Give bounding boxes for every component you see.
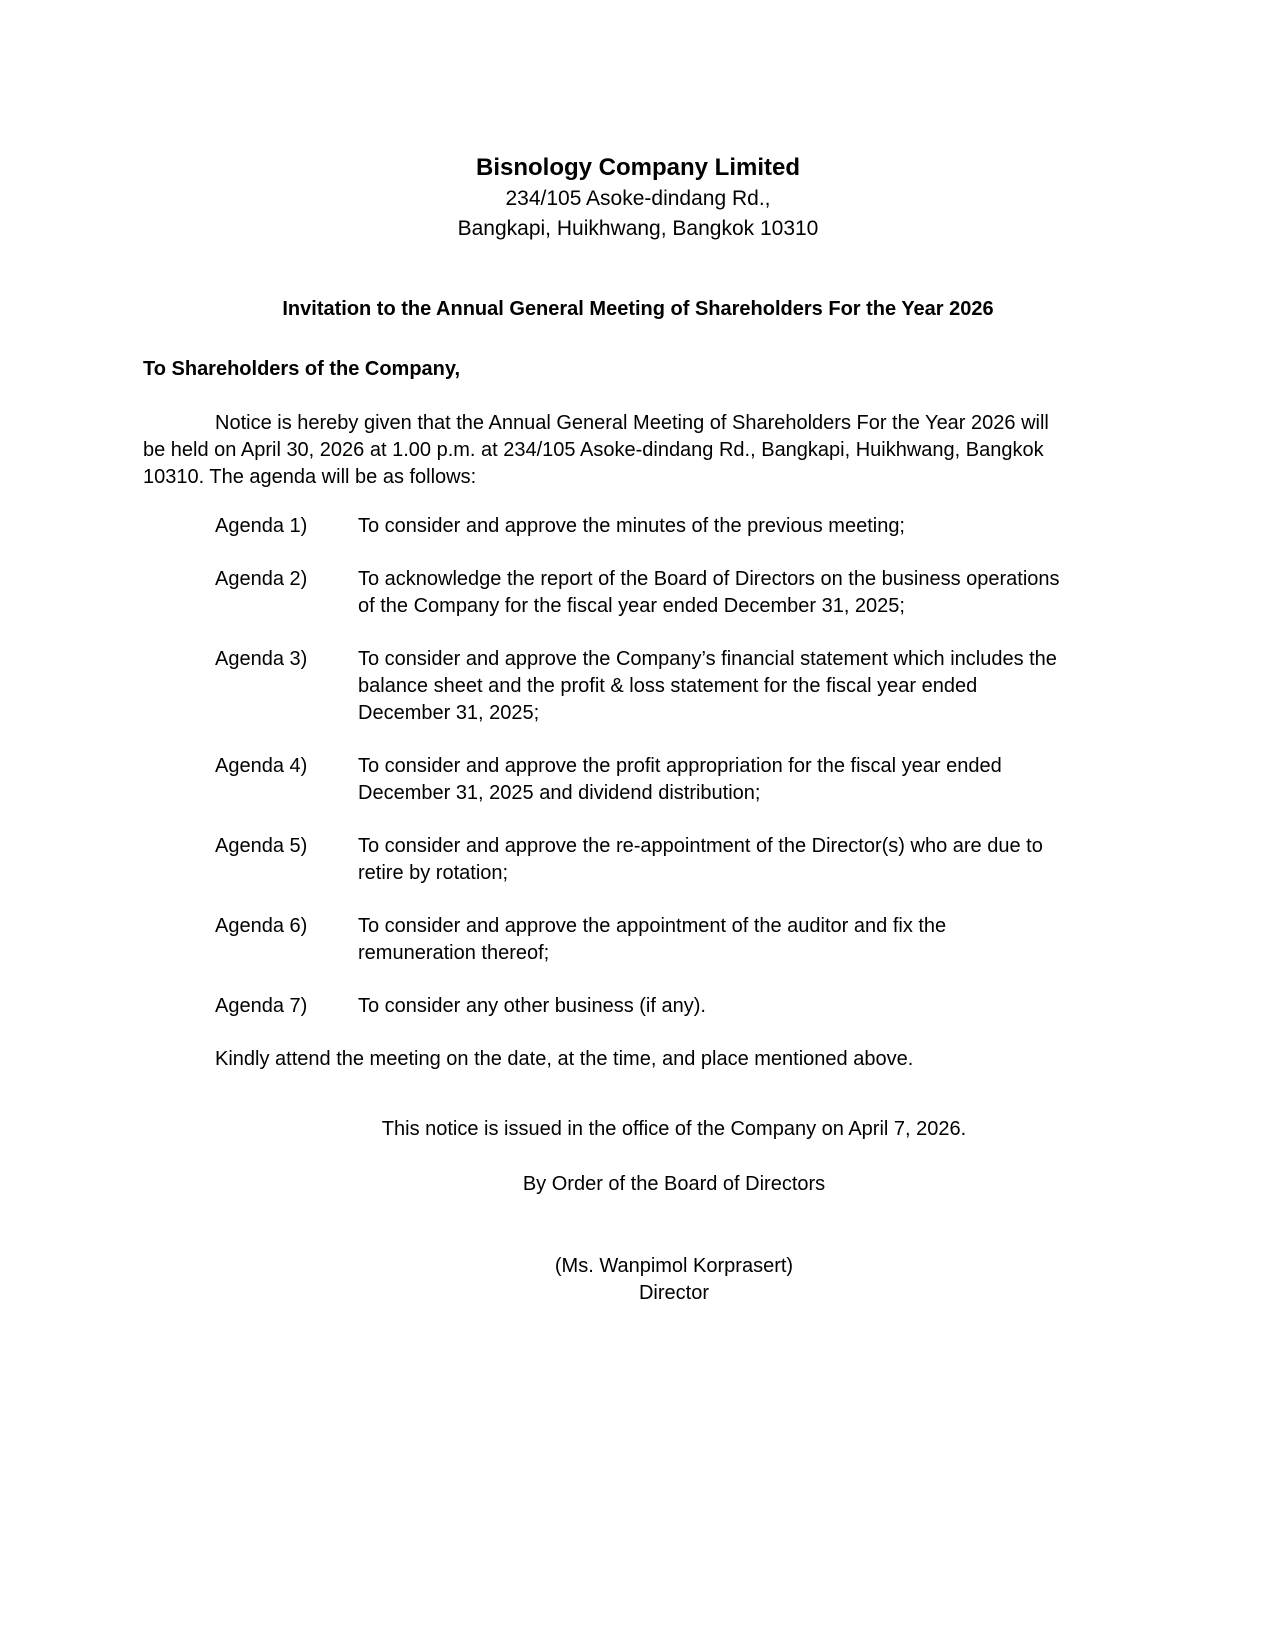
agenda-item-text: To consider and approve the Company’s financial statement which includes the balance sheet and the profit & loss statement for the fiscal year ended December 31, 2025; [358, 648, 1057, 724]
agenda-item [143, 513, 1133, 540]
company-name: Bisnology Company Limited [475, 154, 801, 181]
agenda-item-text: To consider and approve the appointment of the auditor and fix the remuneration thereof; [358, 915, 947, 964]
agenda-item-text: To consider and approve the profit appropriation for the fiscal year ended December 31, 2025 and dividend distribution; [358, 755, 1002, 804]
agenda-item-label: Agenda 7) [215, 995, 308, 1017]
signature-name: (Ms. Wanpimol Korprasert) [554, 1255, 794, 1277]
agenda-item-label: Agenda 5) [215, 835, 308, 857]
agenda-item [143, 753, 1133, 807]
agenda-item-text: To acknowledge the report of the Board of Directors on the business operations of the Company for the fiscal year ended December 31, 2025; [358, 568, 1060, 617]
agenda-item [143, 646, 1133, 727]
agenda-item-text: To consider and approve the minutes of the previous meeting; [358, 515, 905, 537]
agenda-item-text: To consider any other business (if any). [358, 995, 706, 1017]
agenda-item-text: To consider and approve the re-appointment of the Director(s) who are due to retire by rotation; [358, 835, 1043, 884]
agenda-item [143, 913, 1133, 967]
signature-role: Director [638, 1282, 709, 1304]
letterhead [143, 152, 1133, 244]
agenda-item-label: Agenda 6) [215, 915, 308, 937]
salutation: To Shareholders of the Company, [143, 358, 461, 380]
attend-request-line: Kindly attend the meeting on the date, at the time, and place mentioned above. [215, 1048, 914, 1070]
agenda-item [143, 993, 1133, 1020]
signature-block [215, 1253, 1133, 1307]
agenda-item-label: Agenda 4) [215, 755, 308, 777]
company-address-line-1: 234/105 Asoke-dindang Rd., [505, 187, 771, 210]
notice-paragraph: Notice is hereby given that the Annual General Meeting of Shareholders For the Year 2026 will be held on April 30, 2026 at 1.00 p.m. at 234/105 Asoke-dindang Rd., Bangkapi, Huikhwang, Bangkok 10310. The agenda will be as follows: [143, 412, 1049, 488]
agenda-item [143, 566, 1133, 620]
agenda-item-label: Agenda 1) [215, 515, 308, 537]
agenda-list [143, 513, 1133, 1020]
agenda-item-label: Agenda 3) [215, 648, 308, 670]
issue-date-line: This notice is issued in the office of the Company on April 7, 2026. [381, 1118, 967, 1140]
agenda-item [143, 833, 1133, 887]
meeting-invitation-title: Invitation to the Annual General Meeting of Shareholders For the Year 2026 [282, 298, 994, 320]
agenda-item-label: Agenda 2) [215, 568, 308, 590]
company-address-line-2: Bangkapi, Huikhwang, Bangkok 10310 [457, 217, 819, 240]
by-order-line: By Order of the Board of Directors [522, 1173, 826, 1195]
